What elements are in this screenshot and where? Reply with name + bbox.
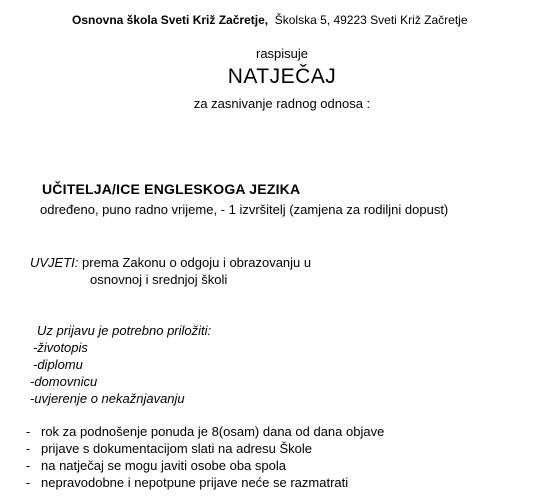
- note-item: [26, 458, 286, 473]
- document-title: NATJEČAJ: [227, 65, 337, 88]
- document-subtitle: za zasnivanje radnog odnosa :: [193, 96, 371, 111]
- position-description: određeno, puno radno vrijeme, - 1 izvršitelj (zamjena za rodiljni dopust): [40, 202, 449, 217]
- school-header: [72, 13, 468, 28]
- note-item: [26, 424, 384, 439]
- attachment-item: -uvjerenje o nekažnjavanju: [30, 391, 185, 406]
- note-text: na natječaj se mogu javiti osobe oba spola: [41, 458, 286, 473]
- attachment-item: -diplomu: [33, 357, 83, 372]
- conditions-text-2: osnovnoj i srednjoj školi: [90, 272, 228, 287]
- school-name: Osnovna škola Sveti Križ Začretje,: [72, 13, 269, 27]
- note-dash: -: [26, 424, 31, 439]
- note-dash: -: [26, 458, 31, 473]
- attachment-item: -životopis: [33, 340, 88, 355]
- attachments-heading: Uz prijavu je potrebno priložiti:: [37, 323, 212, 338]
- note-item: [26, 475, 348, 490]
- note-text: prijave s dokumentacijom slati na adresu Škole: [41, 441, 312, 456]
- note-dash: -: [26, 475, 31, 490]
- note-text: nepravodobne i nepotpune prijave neće se razmatrati: [41, 475, 349, 490]
- attachment-item: -domovnicu: [30, 374, 98, 389]
- conditions-line-1: [30, 255, 311, 270]
- note-text: rok za podnošenje ponuda je 8(osam) dana od dana objave: [41, 424, 385, 439]
- note-item: [26, 441, 312, 456]
- school-address: Školska 5, 49223 Sveti Križ Začretje: [274, 13, 468, 27]
- position-title: UČITELJA/ICE ENGLESKOGA JEZIKA: [42, 181, 301, 197]
- raspisuje-text: raspisuje: [255, 46, 309, 61]
- conditions-label: UVJETI:: [30, 255, 79, 270]
- conditions-text-1: prema Zakonu o odgoju i obrazovanju u: [82, 255, 312, 270]
- note-dash: -: [26, 441, 31, 456]
